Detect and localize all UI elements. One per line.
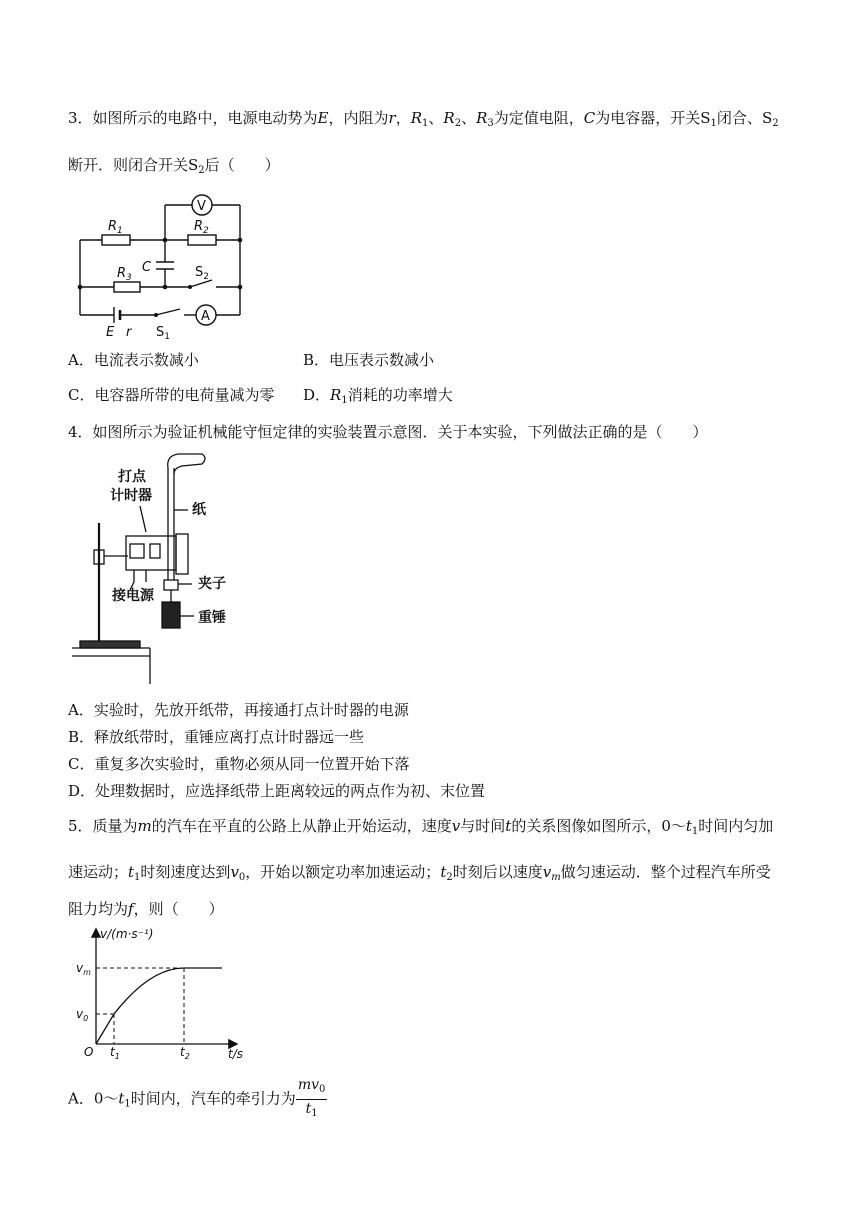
q3-stem-line1: 3．如图所示的电路中，电源电动势为E，内阻为r，$R_1$、$R_2$、$R_3$为定值电阻，C为电容器，开关$S_1$闭合、$S_2$ <box>68 109 779 129</box>
clamp-label: 夹子 <box>198 576 226 592</box>
q3-stem-line2: 断开．则闭合开关$S_2$后（ ） <box>68 156 280 176</box>
capacitor-label: C <box>142 260 152 275</box>
internal-r-label: r <box>126 325 132 340</box>
q5-stem-line3: 阻力均为f，则（ ） <box>68 900 224 918</box>
v0-label: $v_0$ <box>76 1007 89 1023</box>
linear-segment <box>96 1014 114 1044</box>
power-label: 接电源 <box>112 588 154 604</box>
q3-option-d: D．$R_1$消耗的功率增大 <box>303 386 453 406</box>
graph-xlabel: t/s <box>228 1047 243 1061</box>
graph-ylabel: v/(m·s⁻¹) <box>100 927 154 941</box>
r1-label: $R_1$ <box>108 219 123 236</box>
timer-label-line2: 计时器 <box>110 488 152 504</box>
curve-segment <box>114 968 222 1014</box>
q4-option-b: B．释放纸带时，重锤应离打点计时器远一些 <box>68 728 365 746</box>
paper-label: 纸 <box>192 502 206 518</box>
q4-option-a: A．实验时，先放开纸带，再接通打点计时器的电源 <box>68 701 409 719</box>
origin-label: O <box>84 1045 94 1059</box>
timer-label-line1: 打点 <box>118 469 146 485</box>
q5-velocity-time-graph <box>70 922 260 1062</box>
q4-stem: 4．如图所示为验证机械能守恒定律的实验装置示意图．关于本实验，下列做法正确的是（ ） <box>68 423 708 441</box>
q3-option-a: A．电流表示数减小 <box>68 351 199 369</box>
q4-option-c: C．重复多次实验时，重物必须从同一位置开始下落 <box>68 755 410 773</box>
r2-label: $R_2$ <box>194 219 209 236</box>
q3-circuit-diagram <box>70 190 250 340</box>
q5-option-a: A．$0\sim t_1$时间内，汽车的牵引力为 $\frac{mv_0}{t_1}$ <box>68 1076 327 1125</box>
s1-label: $S_1$ <box>156 325 170 340</box>
s2-label: $S_2$ <box>195 265 209 282</box>
q5-stem-line1: 5．质量为m的汽车在平直的公路上从静止开始运动，速度v与时间t的关系图像如图所示，$0\sim t_1$时间内匀加 <box>68 817 774 837</box>
q4-apparatus-diagram <box>70 448 270 688</box>
voltmeter-label: V <box>197 199 206 214</box>
ammeter-label: A <box>201 309 210 324</box>
option-a-fraction: $\frac{mv_0}{t_1}$ <box>297 1077 326 1119</box>
vm-label: $v_m$ <box>76 961 91 977</box>
q5-stem-line2: 速运动；$t_1$时刻速度达到$v_0$，开始以额定功率加速运动；$t_2$时刻后以速度$v_m$做匀速运动．整个过程汽车所受 <box>68 863 771 883</box>
q3-option-b: B．电压表示数减小 <box>303 351 435 369</box>
t1-label: $t_1$ <box>110 1045 120 1061</box>
r3-label: $R_3$ <box>117 266 132 283</box>
emf-label: E <box>106 325 115 340</box>
t2-label: $t_2$ <box>180 1045 190 1061</box>
weight-label: 重锤 <box>198 610 226 626</box>
q4-option-d: D．处理数据时，应选择纸带上距离较远的两点作为初、末位置 <box>68 782 486 800</box>
q3-option-c: C．电容器所带的电荷量减为零 <box>68 386 275 404</box>
